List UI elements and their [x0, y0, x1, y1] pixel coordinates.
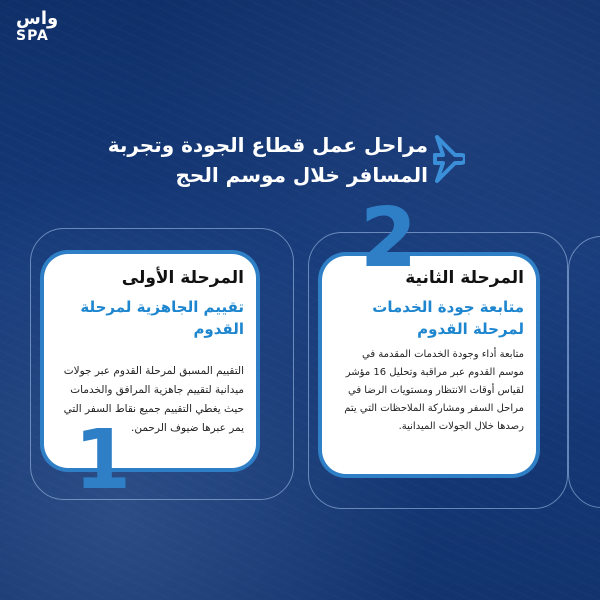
- stage1-subtitle: تقييم الجاهزية لمرحلة القدوم: [80, 298, 244, 338]
- stage2-number: 2: [360, 191, 418, 286]
- stage2-heading: المرحلة الثانية: [405, 268, 524, 288]
- stage1-body: التقييم المسبق لمرحلة القدوم عبر جولات ميدانية لتقييم جاهزية المرافق والخدمات حيث يغطي التقييم جميع نقاط السفر التي يمر عبرها ضيوف الرحمن.: [63, 365, 244, 434]
- spa-logo: [16, 10, 64, 44]
- title-line-1: مراحل عمل قطاع الجودة وتجربة: [107, 133, 428, 157]
- title-line-2: المسافر خلال موسم الحج: [175, 163, 428, 187]
- airplane-icon: [431, 133, 465, 185]
- stage2-subtitle: متابعة جودة الخدمات لمرحلة القدوم: [372, 298, 524, 338]
- stage1-number: 1: [74, 413, 132, 508]
- stage2-card: [322, 256, 536, 474]
- stage2-body: متابعة أداء وجودة الخدمات المقدمة في موسم القدوم عبر مراقبة وتحليل 16 مؤشر لقياس أوقات الانتظار ومستويات الرضا في مراحل السفر ومشاركة الملاحظات التي يتم رصدها خلال الجولات الميدانية.: [344, 349, 524, 432]
- logo-arabic: واس: [16, 8, 59, 29]
- stage1-heading: المرحلة الأولى: [121, 268, 244, 288]
- logo-latin: SPA: [16, 28, 49, 44]
- edge-outline: [568, 236, 600, 508]
- page-title: [68, 130, 428, 190]
